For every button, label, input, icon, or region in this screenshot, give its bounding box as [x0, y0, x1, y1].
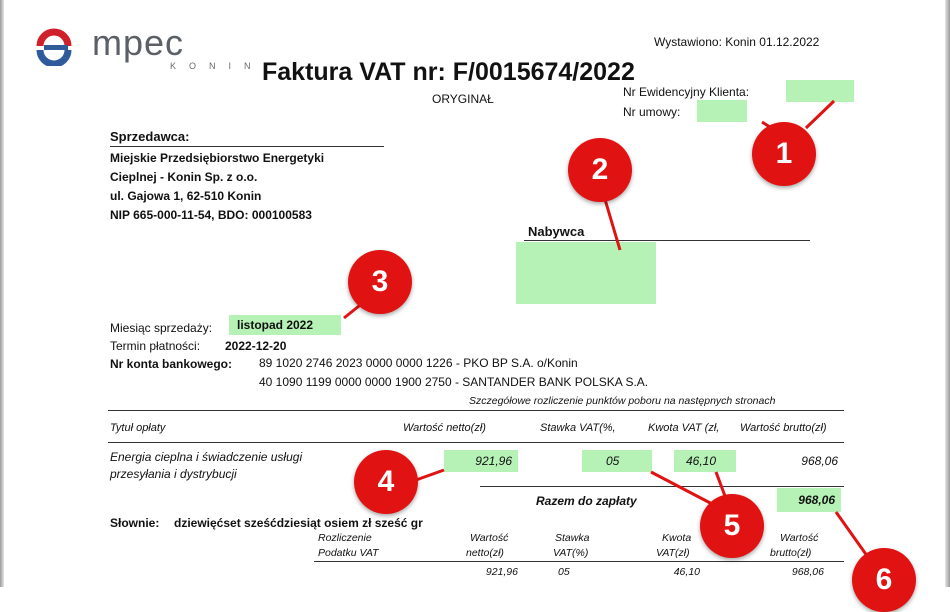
marker-number: 3	[371, 265, 389, 298]
billing-note: Szczegółowe rozliczenie punktów poboru na następnych stronach	[469, 395, 776, 407]
column-header-net: Wartość netto(zł)	[403, 422, 486, 434]
marker-number: 1	[775, 137, 793, 170]
client-number-label: Nr Ewidencyjny Klienta:	[623, 85, 750, 99]
document-copy-label: ORYGINAŁ	[432, 92, 494, 106]
buyer-label: Nabywca	[528, 224, 585, 239]
seller-line: NIP 665-000-11-54, BDO: 000100583	[110, 208, 312, 222]
column-header-title: Tytuł opłaty	[110, 422, 166, 434]
buyer-divider	[524, 240, 810, 241]
marker-number: 5	[723, 509, 741, 542]
summary-header: Wartość	[470, 532, 509, 544]
issued-date: Wystawiono: Konin 01.12.2022	[654, 35, 820, 49]
row-gross-value: 968,06	[801, 454, 838, 468]
contract-number-field	[697, 100, 747, 122]
total-rule	[480, 486, 844, 487]
row-title-line: przesyłania i dystrybucji	[110, 467, 237, 481]
due-date-label: Termin płatności:	[110, 339, 201, 353]
marker-number: 2	[591, 153, 609, 186]
bank-account-label: Nr konta bankowego:	[110, 357, 233, 371]
summary-header: netto(zł)	[466, 547, 504, 559]
summary-net-value: 921,96	[485, 566, 518, 578]
annotation-marker-4	[354, 450, 418, 514]
annotation-marker-2	[568, 138, 632, 202]
seller-line: Miejskie Przedsiębiorstwo Energetyki	[110, 151, 325, 165]
annotation-marker-6	[852, 548, 916, 612]
logo-symbol-icon	[30, 26, 92, 66]
seller-line: Cieplnej - Konin Sp. z o.o.	[110, 170, 258, 184]
summary-header: Stawka	[555, 532, 590, 544]
summary-header: Podatku VAT	[318, 547, 379, 559]
summary-rule	[314, 561, 844, 562]
page-edge-right	[945, 0, 950, 587]
marker-number: 6	[875, 563, 893, 596]
summary-header: brutto(zł)	[770, 547, 812, 559]
column-header-rate: Stawka VAT(%,	[540, 422, 616, 434]
buyer-details-field	[516, 242, 656, 304]
logo-wordmark: mpec	[92, 22, 185, 63]
total-label: Razem do zapłaty	[536, 494, 637, 508]
row-net-value: 921,96	[444, 450, 518, 472]
summary-header: Wartość	[780, 532, 819, 544]
summary-header: Kwota	[662, 532, 692, 544]
seller-line: ul. Gajowa 1, 62-510 Konin	[110, 189, 262, 203]
due-date-value: 2022-12-20	[225, 339, 287, 353]
contract-number-label: Nr umowy:	[623, 105, 681, 119]
company-logo	[30, 26, 92, 71]
marker-number: 4	[377, 465, 395, 498]
table-top-rule	[108, 410, 844, 411]
summary-gross-value: 968,06	[791, 566, 824, 578]
client-number-field	[786, 80, 854, 102]
total-value: 968,06	[777, 488, 841, 512]
summary-header: VAT(zł)	[656, 547, 690, 559]
bank-account: 89 1020 2746 2023 0000 0000 1226 - PKO BP S.A. o/Konin	[259, 356, 578, 370]
amount-in-words-value: dziewięćset sześćdziesiąt osiem zł sześć gr	[174, 516, 423, 530]
summary-rate-value: 05	[558, 566, 570, 578]
row-vat-value: 46,10	[674, 450, 736, 472]
row-title-line: Energia cieplna i świadczenie usługi	[110, 450, 303, 464]
bank-account: 40 1090 1199 0000 0000 1900 2750 - SANTANDER BANK POLSKA S.A.	[259, 375, 649, 389]
summary-header: VAT(%)	[553, 547, 589, 559]
invoice-title: Faktura VAT nr: F/0015674/2022	[262, 58, 635, 86]
column-header-gross: Wartość brutto(zł)	[740, 422, 827, 434]
amount-in-words-label: Słownie:	[110, 516, 160, 530]
column-header-vat: Kwota VAT (zł,	[648, 422, 720, 434]
annotation-marker-1	[752, 122, 816, 186]
logo-subtitle: KONIN	[170, 61, 264, 71]
annotation-marker-3	[348, 250, 412, 314]
seller-divider	[110, 146, 384, 147]
sale-month-value: listopad 2022	[229, 315, 341, 335]
page-edge-left	[0, 0, 4, 587]
annotation-marker-5	[700, 494, 764, 558]
table-header-rule	[108, 442, 844, 443]
sale-month-label: Miesiąc sprzedaży:	[110, 321, 213, 335]
summary-header: Rozliczenie	[318, 532, 372, 544]
seller-label: Sprzedawca:	[110, 129, 190, 144]
summary-vat-value: 46,10	[673, 566, 700, 578]
row-rate-value: 05	[582, 450, 652, 472]
